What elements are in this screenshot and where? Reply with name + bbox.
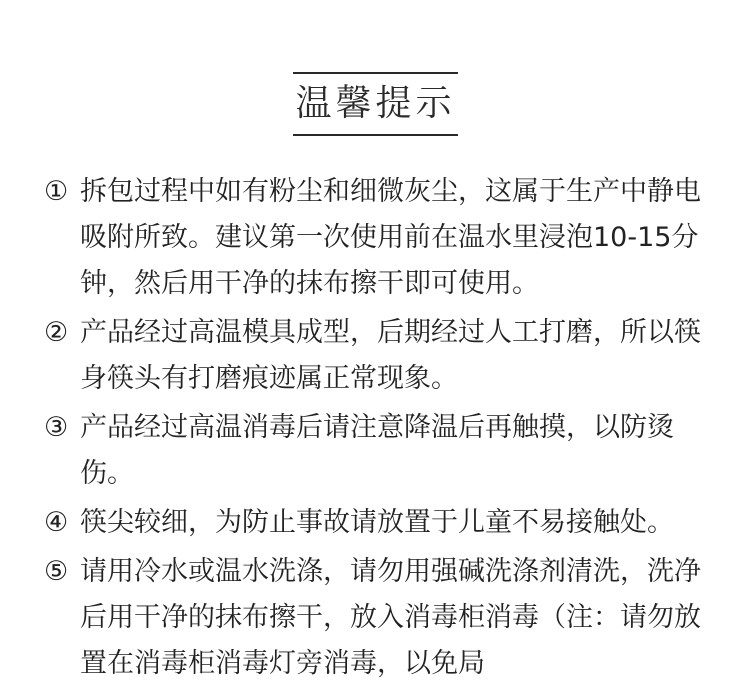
tip-item-1 [44,172,720,307]
title-bottom-rule [293,134,458,136]
tip-number: ① [44,176,69,207]
tip-text: 产品经过高温消毒后请注意降温后再触摸，以防烫伤。 [80,412,674,489]
tip-item-5 [44,552,720,684]
tip-item-3 [44,408,720,497]
page-title: 温馨提示 [295,83,456,124]
tips-list [44,172,720,684]
tip-item-4 [44,503,720,546]
tip-number: ④ [44,507,69,538]
tip-number: ③ [44,412,69,443]
title-top-rule [293,72,458,74]
tip-text: 产品经过高温模具成型，后期经过人工打磨，所以筷身筷头有打磨痕迹属正常现象。 [80,317,701,394]
tip-text: 拆包过程中如有粉尘和细微灰尘，这属于生产中静电吸附所致。建议第一次使用前在温水里浸泡10-15分钟，然后用干净的抹布擦干即可使用。 [80,176,701,299]
tip-item-2 [44,313,720,402]
title-block [293,72,458,136]
tip-number: ⑤ [44,556,69,587]
tip-number: ② [44,317,69,348]
tip-text: 请用冷水或温水洗涤，请勿用强碱洗涤剂清洗，洗净后用干净的抹布擦干，放入消毒柜消毒（注：请勿放置在消毒柜消毒灯旁消毒，以免局 [80,556,701,679]
tip-text: 筷尖较细，为防止事故请放置于儿童不易接触处。 [80,507,674,538]
